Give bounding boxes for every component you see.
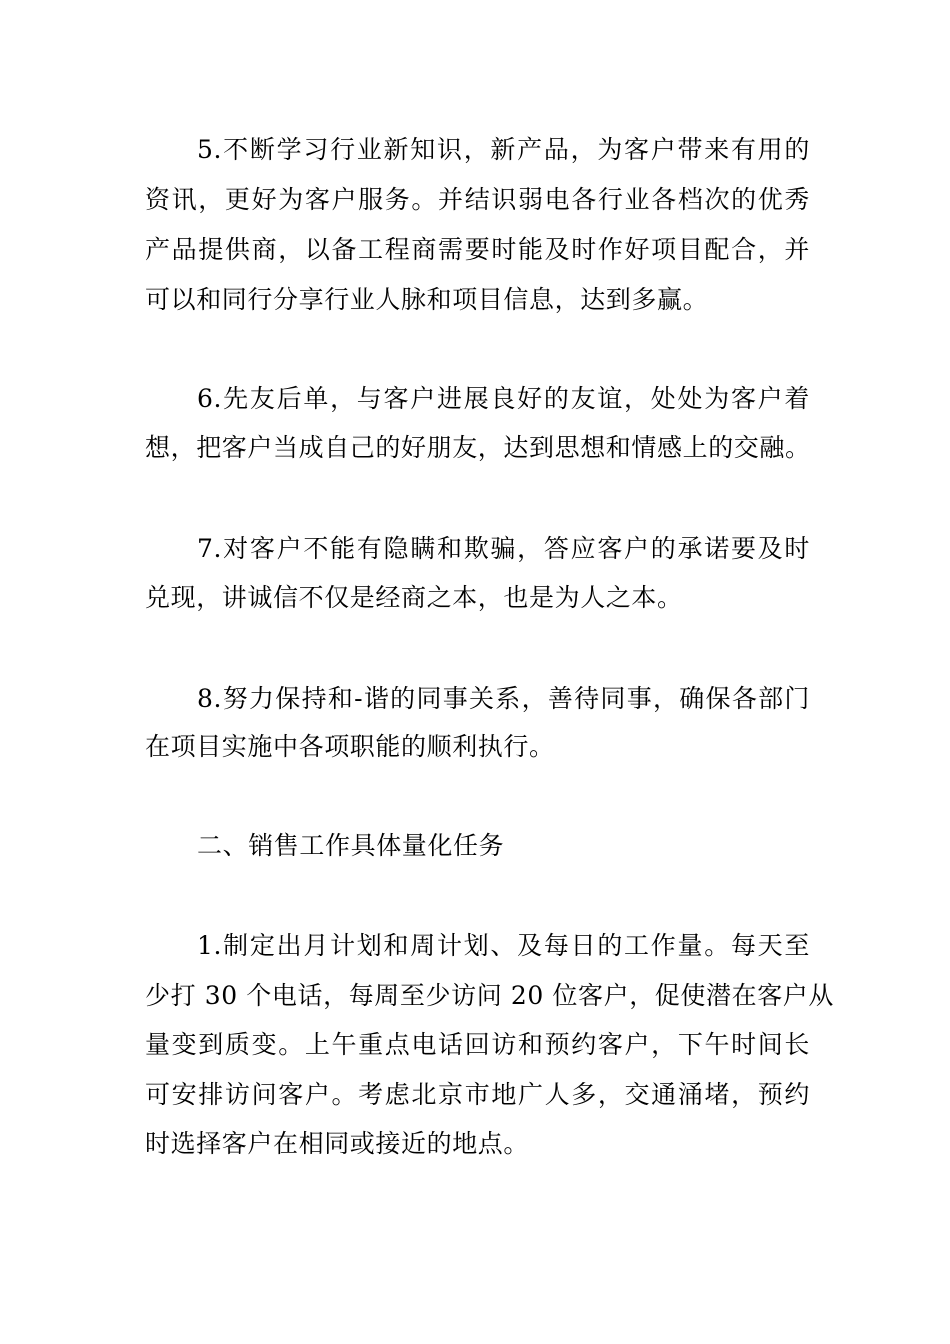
text-line: 8.努力保持和-谐的同事关系，善待同事，确保各部门 <box>197 684 810 713</box>
text-line: 想，把客户当成自己的好朋友，达到思想和情感上的交融。 <box>145 433 811 462</box>
text-line: 少打 30 个电话，每周至少访问 20 位客户，促使潜在客户从 <box>145 981 835 1010</box>
text-line: 可以和同行分享行业人脉和项目信息，达到多赢。 <box>145 285 709 314</box>
section-title: 二、销售工作具体量化任务 <box>197 831 505 860</box>
text-line: 5.不断学习行业新知识，新产品，为客户带来有用的 <box>197 135 810 164</box>
text-line: 时选择客户在相同或接近的地点。 <box>145 1129 530 1158</box>
text-line: 产品提供商，以备工程商需要时能及时作好项目配合，并 <box>145 235 810 264</box>
text-line: 可安排访问客户。考虑北京市地广人多，交通涌堵，预约 <box>145 1080 810 1109</box>
text-line: 资讯，更好为客户服务。并结识弱电各行业各档次的优秀 <box>145 185 810 214</box>
text-line: 1.制定出月计划和周计划、及每日的工作量。每天至 <box>197 931 810 960</box>
text-line: 兑现，讲诚信不仅是经商之本，也是为人之本。 <box>145 583 683 612</box>
text-line: 6.先友后单，与客户进展良好的友谊，处处为客户着 <box>197 384 810 413</box>
text-line: 7.对客户不能有隐瞒和欺骗，答应客户的承诺要及时 <box>197 534 810 563</box>
text-line: 量变到质变。上午重点电话回访和预约客户，下午时间长 <box>145 1030 810 1059</box>
text-line: 在项目实施中各项职能的顺利执行。 <box>145 732 555 761</box>
